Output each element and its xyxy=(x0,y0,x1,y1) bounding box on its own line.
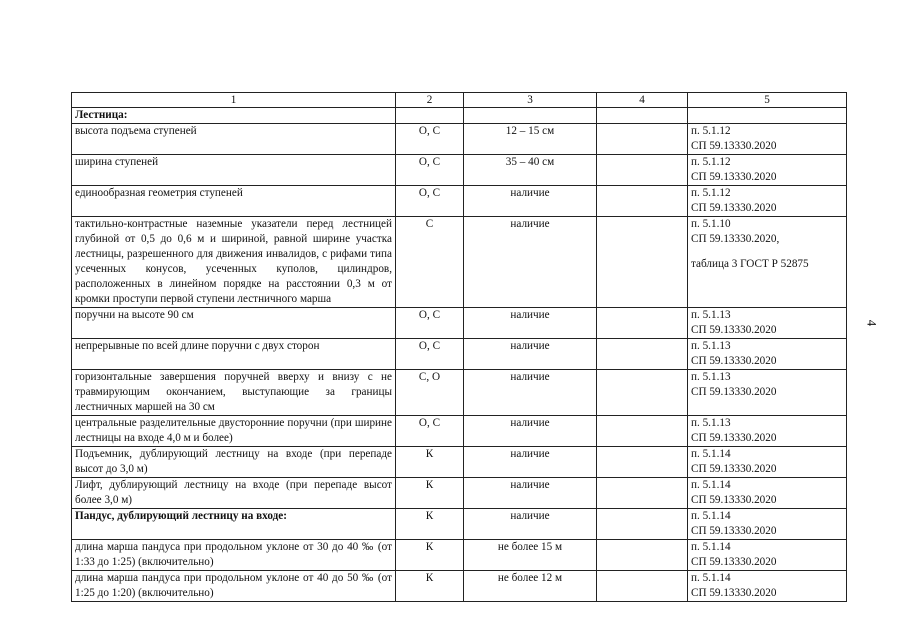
parameter-cell: горизонтальные завершения поручней вверху и внизу с не травмирующим окончанием, выступающие за границы лестничных маршей на 30 см xyxy=(72,370,396,416)
table-row xyxy=(72,571,847,602)
reference-line: п. 5.1.13 xyxy=(691,417,731,429)
reference-line: СП 59.13330.2020, xyxy=(691,233,780,245)
norm-value-cell: наличие xyxy=(464,186,597,217)
reference-cell xyxy=(688,217,847,308)
reference-line: таблица 3 ГОСТ Р 52875 xyxy=(691,258,809,270)
actual-value-cell xyxy=(597,108,688,124)
category-cell: К xyxy=(396,540,464,571)
parameter-cell: ширина ступеней xyxy=(72,155,396,186)
table-row xyxy=(72,108,847,124)
norm-value-cell: наличие xyxy=(464,478,597,509)
norm-value-cell xyxy=(464,108,597,124)
norm-value-cell: не более 12 м xyxy=(464,571,597,602)
table-row xyxy=(72,447,847,478)
actual-value-cell xyxy=(597,540,688,571)
reference-cell xyxy=(688,370,847,416)
parameter-cell: Подъемник, дублирующий лестницу на входе (при перепаде высот до 3,0 м) xyxy=(72,447,396,478)
reference-line: СП 59.13330.2020 xyxy=(691,202,777,214)
reference-line xyxy=(691,247,843,257)
table-row xyxy=(72,339,847,370)
category-cell: О, С xyxy=(396,186,464,217)
category-cell: О, С xyxy=(396,124,464,155)
header-cell: 5 xyxy=(688,93,847,108)
actual-value-cell xyxy=(597,571,688,602)
reference-cell xyxy=(688,478,847,509)
reference-cell xyxy=(688,108,847,124)
parameter-cell: Пандус, дублирующий лестницу на входе: xyxy=(72,509,396,540)
actual-value-cell xyxy=(597,416,688,447)
reference-cell xyxy=(688,339,847,370)
reference-line: п. 5.1.14 xyxy=(691,448,731,460)
parameter-cell: длина марша пандуса при продольном уклоне от 30 до 40 ‰ (от 1:33 до 1:25) (включительно) xyxy=(72,540,396,571)
actual-value-cell xyxy=(597,370,688,416)
reference-line: п. 5.1.12 xyxy=(691,156,731,168)
reference-line: п. 5.1.13 xyxy=(691,340,731,352)
table-row xyxy=(72,124,847,155)
reference-line: СП 59.13330.2020 xyxy=(691,463,777,475)
reference-line: СП 59.13330.2020 xyxy=(691,355,777,367)
reference-line: п. 5.1.13 xyxy=(691,371,731,383)
table-body xyxy=(72,93,847,602)
header-cell: 3 xyxy=(464,93,597,108)
norm-value-cell: наличие xyxy=(464,447,597,478)
reference-line: СП 59.13330.2020 xyxy=(691,525,777,537)
table-row xyxy=(72,540,847,571)
category-cell xyxy=(396,108,464,124)
reference-line: СП 59.13330.2020 xyxy=(691,556,777,568)
reference-line: СП 59.13330.2020 xyxy=(691,587,777,599)
parameter-cell: единообразная геометрия ступеней xyxy=(72,186,396,217)
reference-cell xyxy=(688,186,847,217)
header-cell: 1 xyxy=(72,93,396,108)
reference-line: СП 59.13330.2020 xyxy=(691,386,777,398)
reference-line: СП 59.13330.2020 xyxy=(691,171,777,183)
category-cell: О, С xyxy=(396,416,464,447)
category-cell: К xyxy=(396,447,464,478)
actual-value-cell xyxy=(597,217,688,308)
reference-cell xyxy=(688,155,847,186)
reference-line: СП 59.13330.2020 xyxy=(691,494,777,506)
table-row xyxy=(72,509,847,540)
reference-line: п. 5.1.10 xyxy=(691,218,731,230)
category-cell: К xyxy=(396,478,464,509)
reference-line: п. 5.1.14 xyxy=(691,572,731,584)
reference-cell xyxy=(688,416,847,447)
norm-value-cell: наличие xyxy=(464,339,597,370)
header-cell: 2 xyxy=(396,93,464,108)
actual-value-cell xyxy=(597,478,688,509)
category-cell: С xyxy=(396,217,464,308)
table-row xyxy=(72,370,847,416)
header-row xyxy=(72,93,847,108)
reference-cell xyxy=(688,308,847,339)
norm-value-cell: наличие xyxy=(464,509,597,540)
category-cell: К xyxy=(396,571,464,602)
parameter-cell: Лифт, дублирующий лестницу на входе (при перепаде высот более 3,0 м) xyxy=(72,478,396,509)
category-cell: О, С xyxy=(396,308,464,339)
parameter-cell: тактильно-контрастные наземные указатели перед лестницей глубиной от 0,5 до 0,6 м и шириной, равной ширине участка лестницы, разрешенного для движения инвалидов, с рифами типа усеченных конусов, усеченных куполов, цилиндров, расположенных в линейном порядке на расстоянии 0,3 м от кромки проступи первой ступени лестничного марша xyxy=(72,217,396,308)
reference-line: п. 5.1.14 xyxy=(691,510,731,522)
norm-value-cell: 12 – 15 см xyxy=(464,124,597,155)
actual-value-cell xyxy=(597,124,688,155)
reference-cell xyxy=(688,447,847,478)
parameter-cell: поручни на высоте 90 см xyxy=(72,308,396,339)
table-row xyxy=(72,478,847,509)
norm-value-cell: не более 15 м xyxy=(464,540,597,571)
table-row xyxy=(72,155,847,186)
norm-value-cell: наличие xyxy=(464,217,597,308)
reference-line: СП 59.13330.2020 xyxy=(691,432,777,444)
actual-value-cell xyxy=(597,509,688,540)
reference-line: п. 5.1.12 xyxy=(691,125,731,137)
page-number: 4 xyxy=(864,319,880,327)
header-cell: 4 xyxy=(597,93,688,108)
requirements-table xyxy=(71,92,847,602)
actual-value-cell xyxy=(597,308,688,339)
actual-value-cell xyxy=(597,155,688,186)
parameter-cell: центральные разделительные двусторонние поручни (при ширине лестницы на входе 4,0 м и более) xyxy=(72,416,396,447)
norm-value-cell: наличие xyxy=(464,416,597,447)
reference-line: СП 59.13330.2020 xyxy=(691,324,777,336)
table-row xyxy=(72,186,847,217)
parameter-cell: высота подъема ступеней xyxy=(72,124,396,155)
reference-cell xyxy=(688,509,847,540)
category-cell: К xyxy=(396,509,464,540)
reference-cell xyxy=(688,540,847,571)
reference-line: п. 5.1.13 xyxy=(691,309,731,321)
norm-value-cell: 35 – 40 см xyxy=(464,155,597,186)
actual-value-cell xyxy=(597,447,688,478)
table-row xyxy=(72,217,847,308)
reference-cell xyxy=(688,124,847,155)
norm-value-cell: наличие xyxy=(464,308,597,339)
table-row xyxy=(72,308,847,339)
reference-cell xyxy=(688,571,847,602)
category-cell: О, С xyxy=(396,155,464,186)
actual-value-cell xyxy=(597,339,688,370)
reference-line: СП 59.13330.2020 xyxy=(691,140,777,152)
parameter-cell: Лестница: xyxy=(72,108,396,124)
category-cell: О, С xyxy=(396,339,464,370)
reference-line: п. 5.1.14 xyxy=(691,541,731,553)
category-cell: С, О xyxy=(396,370,464,416)
actual-value-cell xyxy=(597,186,688,217)
reference-line: п. 5.1.12 xyxy=(691,187,731,199)
parameter-cell: длина марша пандуса при продольном уклоне от 40 до 50 ‰ (от 1:25 до 1:20) (включительно) xyxy=(72,571,396,602)
reference-line: п. 5.1.14 xyxy=(691,479,731,491)
table-row xyxy=(72,416,847,447)
norm-value-cell: наличие xyxy=(464,370,597,416)
parameter-cell: непрерывные по всей длине поручни с двух сторон xyxy=(72,339,396,370)
